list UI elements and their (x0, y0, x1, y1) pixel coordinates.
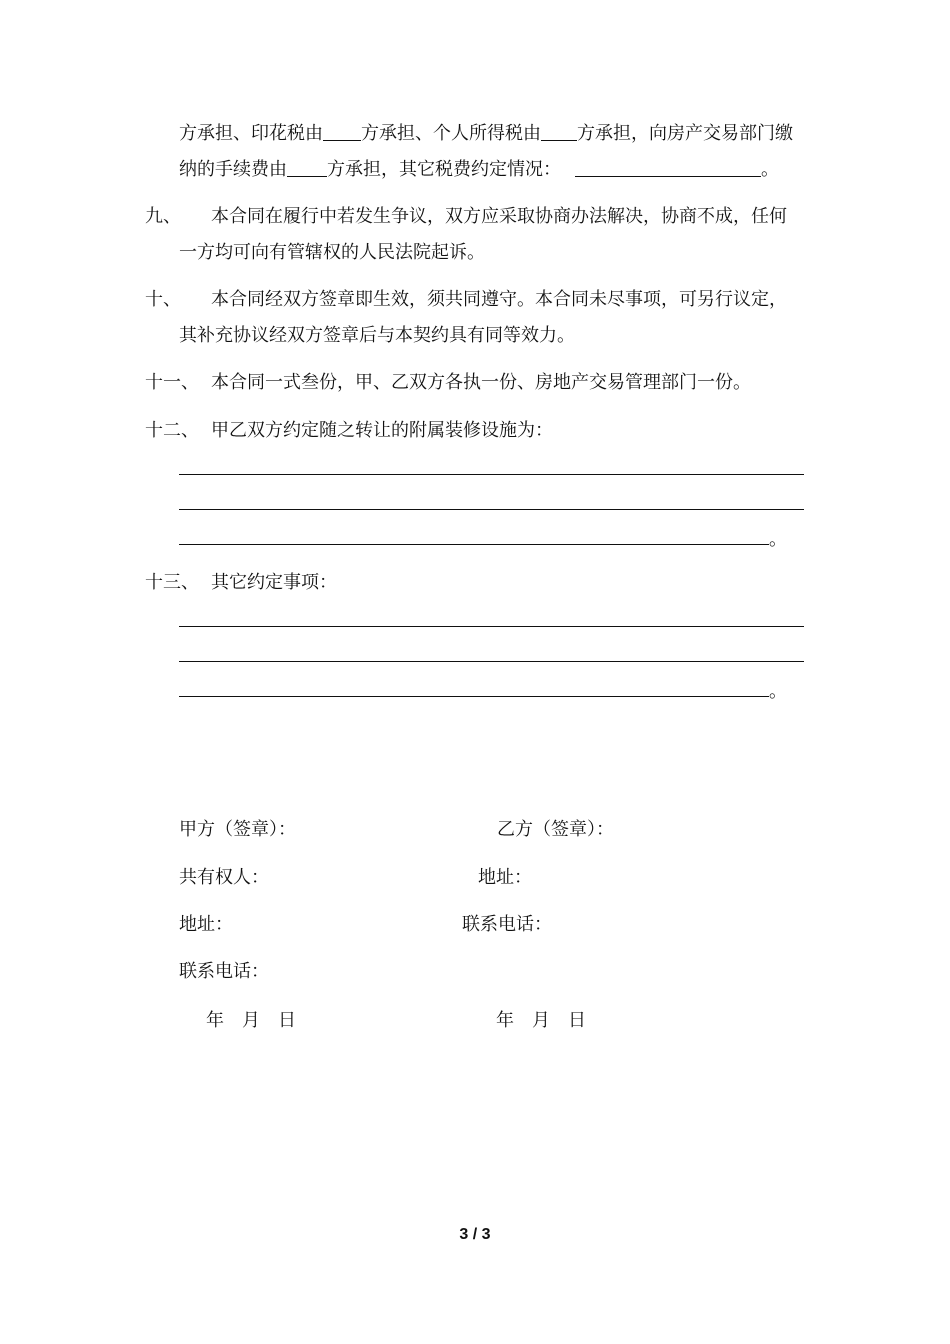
fill-in-line (179, 626, 804, 627)
clause9-line1: 本合同在履行中若发生争议，双方应采取协商办法解决，协商不成，任何 (211, 206, 787, 227)
clause10-line2: 其补充协议经双方签章后与本契约具有同等效力。 (179, 325, 575, 346)
address-label: 地址： (478, 867, 532, 888)
page-number: 3 / 3 (459, 1226, 491, 1243)
fill-in-line (179, 661, 804, 662)
party-b-signature-label: 乙方（签章）： (497, 819, 614, 840)
period: 。 (769, 529, 787, 550)
date-label: 年 月 日 (206, 1010, 296, 1031)
fill-in-line (179, 544, 769, 545)
clause10-line1: 本合同经双方签章即生效，须共同遵守。本合同未尽事项，可另行议定， (211, 289, 787, 310)
blank-field (575, 158, 761, 177)
clause-number: 九、 (145, 206, 181, 227)
date-label: 年 月 日 (496, 1010, 586, 1031)
phone-label: 联系电话： (179, 961, 269, 982)
blank-field (541, 122, 577, 141)
clause8-text: 方承担、个人所得税由 (361, 123, 541, 144)
period: 。 (769, 681, 787, 702)
address-label: 地址： (179, 914, 233, 935)
clause11-line1: 本合同一式叁份，甲、乙双方各执一份、房地产交易管理部门一份。 (211, 372, 751, 393)
clause8-text: 方承担，向房产交易部门缴 (577, 123, 793, 144)
clause-number: 十一、 (145, 372, 199, 393)
clause8-text: 方承担，其它税费约定情况： (327, 159, 561, 180)
party-a-signature-label: 甲方（签章）： (179, 819, 296, 840)
fill-in-line (179, 509, 804, 510)
fill-in-line (179, 474, 804, 475)
clause12-line1: 甲乙双方约定随之转让的附属装修设施为： (211, 420, 553, 441)
clause-number: 十二、 (145, 420, 199, 441)
co-owner-label: 共有权人： (179, 867, 269, 888)
clause-number: 十三、 (145, 572, 199, 593)
clause8-text: 纳的手续费由 (179, 159, 287, 180)
clause8-text: 方承担、印花税由 (179, 123, 323, 144)
clause9-line2: 一方均可向有管辖权的人民法院起诉。 (179, 242, 485, 263)
clause8-line1 (179, 121, 793, 147)
fill-in-line (179, 696, 769, 697)
phone-label: 联系电话： (462, 914, 552, 935)
blank-field (323, 122, 361, 141)
clause8-line2 (179, 157, 779, 183)
clause-number: 十、 (145, 289, 181, 310)
clause13-line1: 其它约定事项： (211, 572, 337, 593)
period: 。 (761, 159, 779, 180)
blank-field (287, 158, 327, 177)
